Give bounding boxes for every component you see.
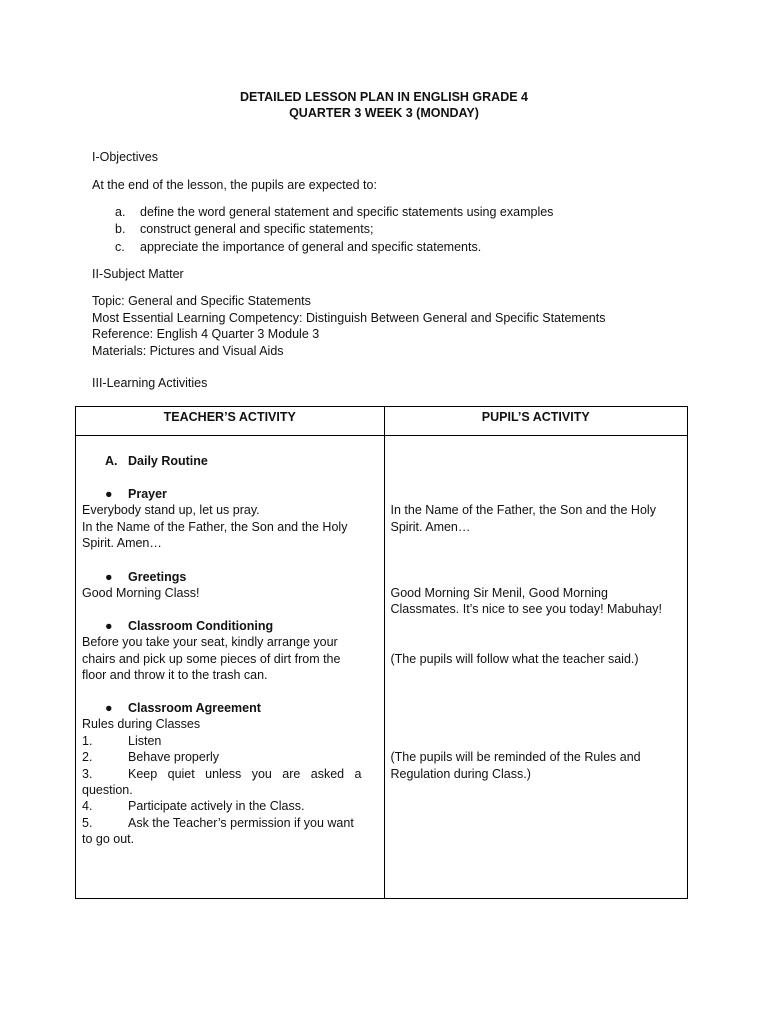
pupil-conditioning-text: (The pupils will follow what the teacher said.) <box>390 652 639 666</box>
teacher-activity-cell <box>76 436 385 899</box>
rules-title: Rules during Classes <box>82 717 201 731</box>
rule-number: 5. <box>82 816 93 830</box>
rule-text: Keep quiet unless you are asked a <box>128 767 362 781</box>
table-body-row <box>76 436 688 899</box>
reference-line: Reference: English 4 Quarter 3 Module 3 <box>92 327 320 341</box>
objective-text: define the word general statement and specific statements using examples <box>140 205 554 219</box>
rule-text: to go out. <box>82 832 135 846</box>
section-letter: A. <box>105 454 118 468</box>
pupil-activity-header: PUPIL’S ACTIVITY <box>384 407 688 436</box>
rule-item <box>82 798 378 814</box>
rule-continuation <box>82 782 378 798</box>
document-title: DETAILED LESSON PLAN IN ENGLISH GRADE 4 <box>240 90 528 104</box>
prayer-text: Everybody stand up, let us pray. <box>82 503 260 517</box>
section-title: Daily Routine <box>128 454 208 468</box>
objective-letter: a. <box>115 205 126 219</box>
rule-number: 1. <box>82 734 93 748</box>
rule-text: Ask the Teacher’s permission if you want <box>128 816 354 830</box>
pupil-agreement-text: (The pupils will be reminded of the Rules and <box>390 750 641 764</box>
table-header-row <box>76 407 688 436</box>
learning-activities-heading: III-Learning Activities <box>92 376 208 390</box>
objective-item <box>115 204 553 220</box>
rule-number: 4. <box>82 799 93 813</box>
rule-item <box>82 749 378 765</box>
bullet-icon: ● <box>105 701 113 715</box>
prayer-title: Prayer <box>128 487 167 501</box>
objective-item <box>115 221 373 237</box>
agreement-title: Classroom Agreement <box>128 701 261 715</box>
rule-item <box>82 733 378 749</box>
rule-text: Behave properly <box>128 750 220 764</box>
conditioning-title: Classroom Conditioning <box>128 619 274 633</box>
objective-text: construct general and specific statements; <box>140 222 374 236</box>
greetings-title: Greetings <box>128 570 187 584</box>
rule-continuation <box>82 831 378 847</box>
objectives-intro: At the end of the lesson, the pupils are expected to: <box>92 178 377 192</box>
rule-item <box>82 815 378 831</box>
prayer-text: In the Name of the Father, the Son and the Holy <box>82 520 348 534</box>
pupil-greetings-text: Classmates. It’s nice to see you today! Mabuhay! <box>390 602 662 616</box>
document-subtitle: QUARTER 3 WEEK 3 (MONDAY) <box>289 106 479 120</box>
rule-text: question. <box>82 783 133 797</box>
greetings-text: Good Morning Class! <box>82 586 200 600</box>
objective-text: appreciate the importance of general and specific statements. <box>140 240 482 254</box>
teacher-activity-header: TEACHER’S ACTIVITY <box>76 407 385 436</box>
competency-line: Most Essential Learning Competency: Distinguish Between General and Specific Statements <box>92 311 606 325</box>
subject-matter-heading: II-Subject Matter <box>92 267 184 281</box>
pupil-agreement-text: Regulation during Class.) <box>390 767 531 781</box>
objective-item <box>115 239 481 255</box>
objective-letter: c. <box>115 240 125 254</box>
rule-number: 2. <box>82 750 93 764</box>
pupil-greetings-text: Good Morning Sir Menil, Good Morning <box>390 586 608 600</box>
rule-number: 3. <box>82 767 93 781</box>
pupil-prayer-text: Spirit. Amen… <box>390 520 471 534</box>
activity-table <box>75 406 688 899</box>
pupil-prayer-text: In the Name of the Father, the Son and the Holy <box>390 503 656 517</box>
bullet-icon: ● <box>105 570 113 584</box>
objectives-heading: I-Objectives <box>92 150 158 164</box>
materials-line: Materials: Pictures and Visual Aids <box>92 344 284 358</box>
bullet-icon: ● <box>105 619 113 633</box>
prayer-text: Spirit. Amen… <box>82 536 162 550</box>
rule-item <box>82 766 378 782</box>
conditioning-text: floor and throw it to the trash can. <box>82 668 268 682</box>
pupil-activity-cell <box>384 436 688 899</box>
conditioning-text: chairs and pick up some pieces of dirt from the <box>82 652 341 666</box>
rule-text: Participate actively in the Class. <box>128 799 305 813</box>
bullet-icon: ● <box>105 487 113 501</box>
topic-line: Topic: General and Specific Statements <box>92 294 311 308</box>
conditioning-text: Before you take your seat, kindly arrange your <box>82 635 338 649</box>
objective-letter: b. <box>115 222 126 236</box>
rule-text: Listen <box>128 734 162 748</box>
